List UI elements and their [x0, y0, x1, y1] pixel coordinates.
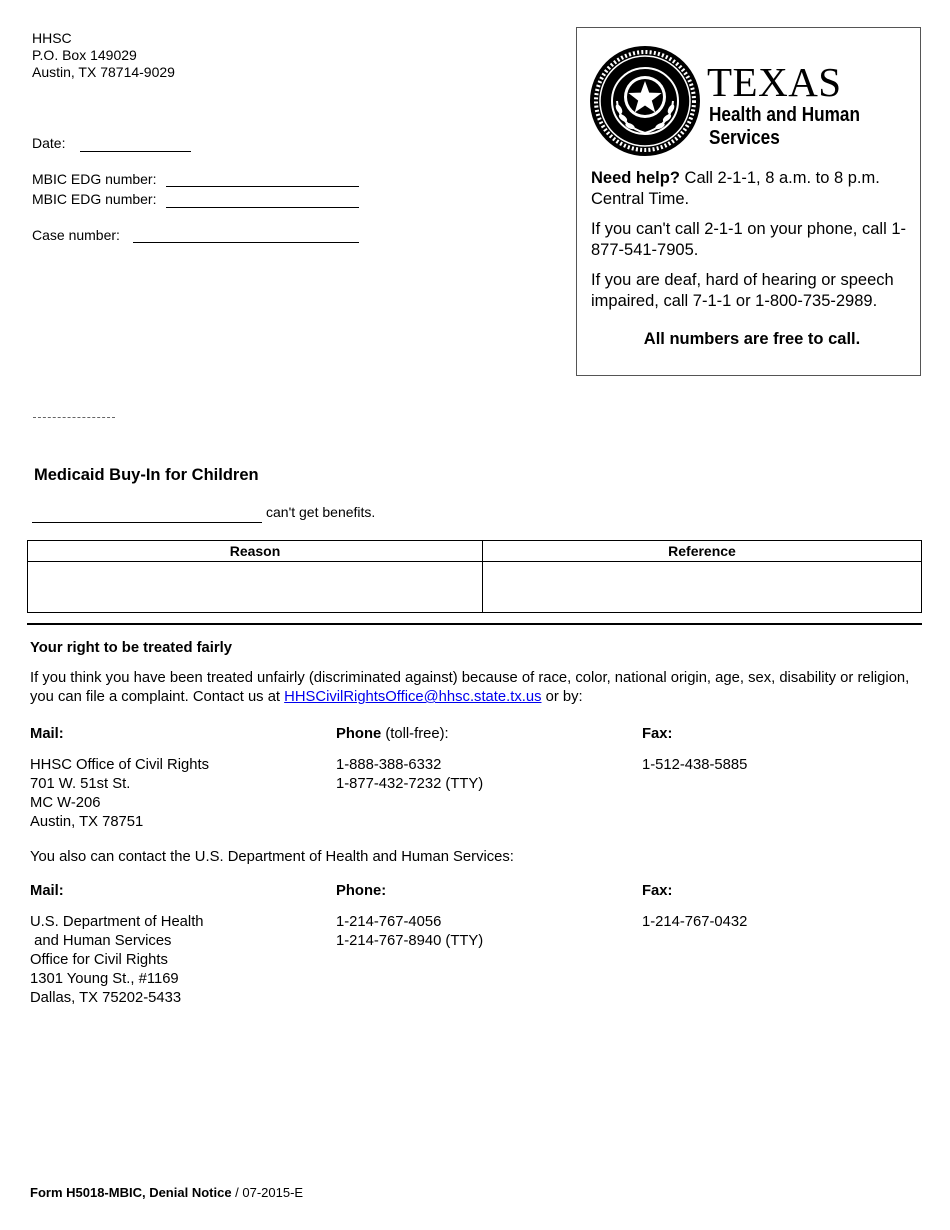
mbic-edg-field-1[interactable] — [166, 186, 359, 187]
civil-rights-email-link[interactable]: HHSCivilRightsOffice@hhsc.state.tx.us — [284, 689, 542, 705]
logo-line-2: Services — [709, 127, 780, 149]
also-contact-text: You also can contact the U.S. Department of Health and Human Services: — [30, 849, 514, 865]
form-number: Form H5018-MBIC, Denial Notice — [30, 1185, 232, 1200]
rights-section — [30, 639, 920, 707]
hhs-mail-line: 1301 Young St., #1169 — [30, 971, 179, 987]
cant-call-text: If you can't call 2-1-1 on your phone, call 1-877-541-7905. — [591, 220, 906, 259]
hhs-mail-label: Mail: — [30, 883, 64, 899]
form-date: / 07-2015-E — [231, 1185, 304, 1200]
name-field[interactable] — [32, 522, 262, 523]
hhsc-phone-column — [336, 725, 483, 794]
rights-title: Your right to be treated fairly — [30, 640, 232, 656]
section-title: Medicaid Buy-In for Children — [34, 466, 259, 484]
sender-city: Austin, TX 78714-9029 — [32, 64, 175, 80]
form-footer — [30, 1185, 303, 1200]
hhsc-mail-line: MC W-206 — [30, 795, 101, 811]
mbic-edg-label-1: MBIC EDG number: — [32, 171, 157, 187]
sender-address — [32, 30, 175, 81]
hhsc-mail-label: Mail: — [30, 726, 64, 742]
help-box — [576, 27, 921, 376]
reason-header: Reason — [28, 541, 483, 562]
hhs-fax-label: Fax: — [642, 883, 673, 899]
hhs-fax-column — [642, 882, 747, 932]
logo-texas: TEXAS — [707, 59, 842, 105]
logo-line-1: Health and Human — [709, 104, 860, 126]
hhs-fax-line: 1-214-767-0432 — [642, 914, 748, 930]
hhs-phone-column — [336, 882, 483, 951]
logo-agency-name — [709, 104, 860, 150]
divider-dashed — [33, 417, 115, 418]
mbic-edg-label-2: MBIC EDG number: — [32, 191, 157, 207]
hhs-phone-line: 1-214-767-8940 (TTY) — [336, 933, 484, 949]
rights-intro — [30, 669, 920, 707]
hhs-mail-line: and Human Services — [30, 933, 172, 949]
hhs-phone-label: Phone: — [336, 883, 387, 899]
hhsc-fax-column — [642, 725, 747, 775]
date-field[interactable] — [80, 151, 191, 152]
divider-thick — [27, 623, 922, 625]
hhsc-mail-line: HHSC Office of Civil Rights — [30, 757, 209, 773]
hhsc-phone-label-bold: Phone — [336, 726, 382, 742]
hhs-mail-line: Dallas, TX 75202-5433 — [30, 990, 182, 1006]
hhsc-mail-line: Austin, TX 78751 — [30, 814, 144, 830]
hhs-mail-line: U.S. Department of Health — [30, 914, 204, 930]
hhsc-phone-label-rest: (toll-free): — [381, 726, 449, 742]
date-label: Date: — [32, 135, 66, 151]
hhsc-phone-label — [336, 725, 483, 744]
cant-get-benefits-text: can't get benefits. — [266, 504, 376, 520]
hhsc-fax-label: Fax: — [642, 726, 673, 742]
need-help-bold: Need help? — [591, 169, 680, 187]
reason-table — [27, 540, 922, 613]
need-help-text: Call 2-1-1, 8 a.m. to 8 p.m. Central Time. — [591, 169, 880, 208]
mbic-edg-field-2[interactable] — [166, 207, 359, 208]
rights-intro-end: or by: — [541, 689, 583, 705]
help-text — [591, 168, 913, 350]
hhsc-phone-line: 1-877-432-7232 (TTY) — [336, 776, 484, 792]
reason-cell — [28, 562, 483, 613]
free-numbers-text: All numbers are free to call. — [643, 330, 861, 348]
hhs-mail-line: Office for Civil Rights — [30, 952, 168, 968]
sender-po-box: P.O. Box 149029 — [32, 47, 137, 63]
hhsc-mail-line: 701 W. 51st St. — [30, 776, 131, 792]
hhs-phone-line: 1-214-767-4056 — [336, 914, 442, 930]
hhsc-phone-line: 1-888-388-6332 — [336, 757, 442, 773]
reference-header: Reference — [483, 541, 922, 562]
hhsc-mail-column — [30, 725, 209, 832]
case-number-label: Case number: — [32, 227, 120, 243]
hhs-mail-column — [30, 882, 204, 1008]
sender-org: HHSC — [32, 30, 72, 46]
case-number-field[interactable] — [133, 242, 359, 243]
deaf-text: If you are deaf, hard of hearing or speech impaired, call 7-1-1 or 1-800-735-2989. — [591, 271, 894, 310]
texas-seal-icon — [589, 45, 701, 157]
hhsc-fax-line: 1-512-438-5885 — [642, 757, 748, 773]
reference-cell — [483, 562, 922, 613]
rights-intro-text: If you think you have been treated unfairly (discriminated against) because of race, color, national origin, age, sex, disability or religion, you can file a complaint. Contact us at — [30, 670, 910, 705]
